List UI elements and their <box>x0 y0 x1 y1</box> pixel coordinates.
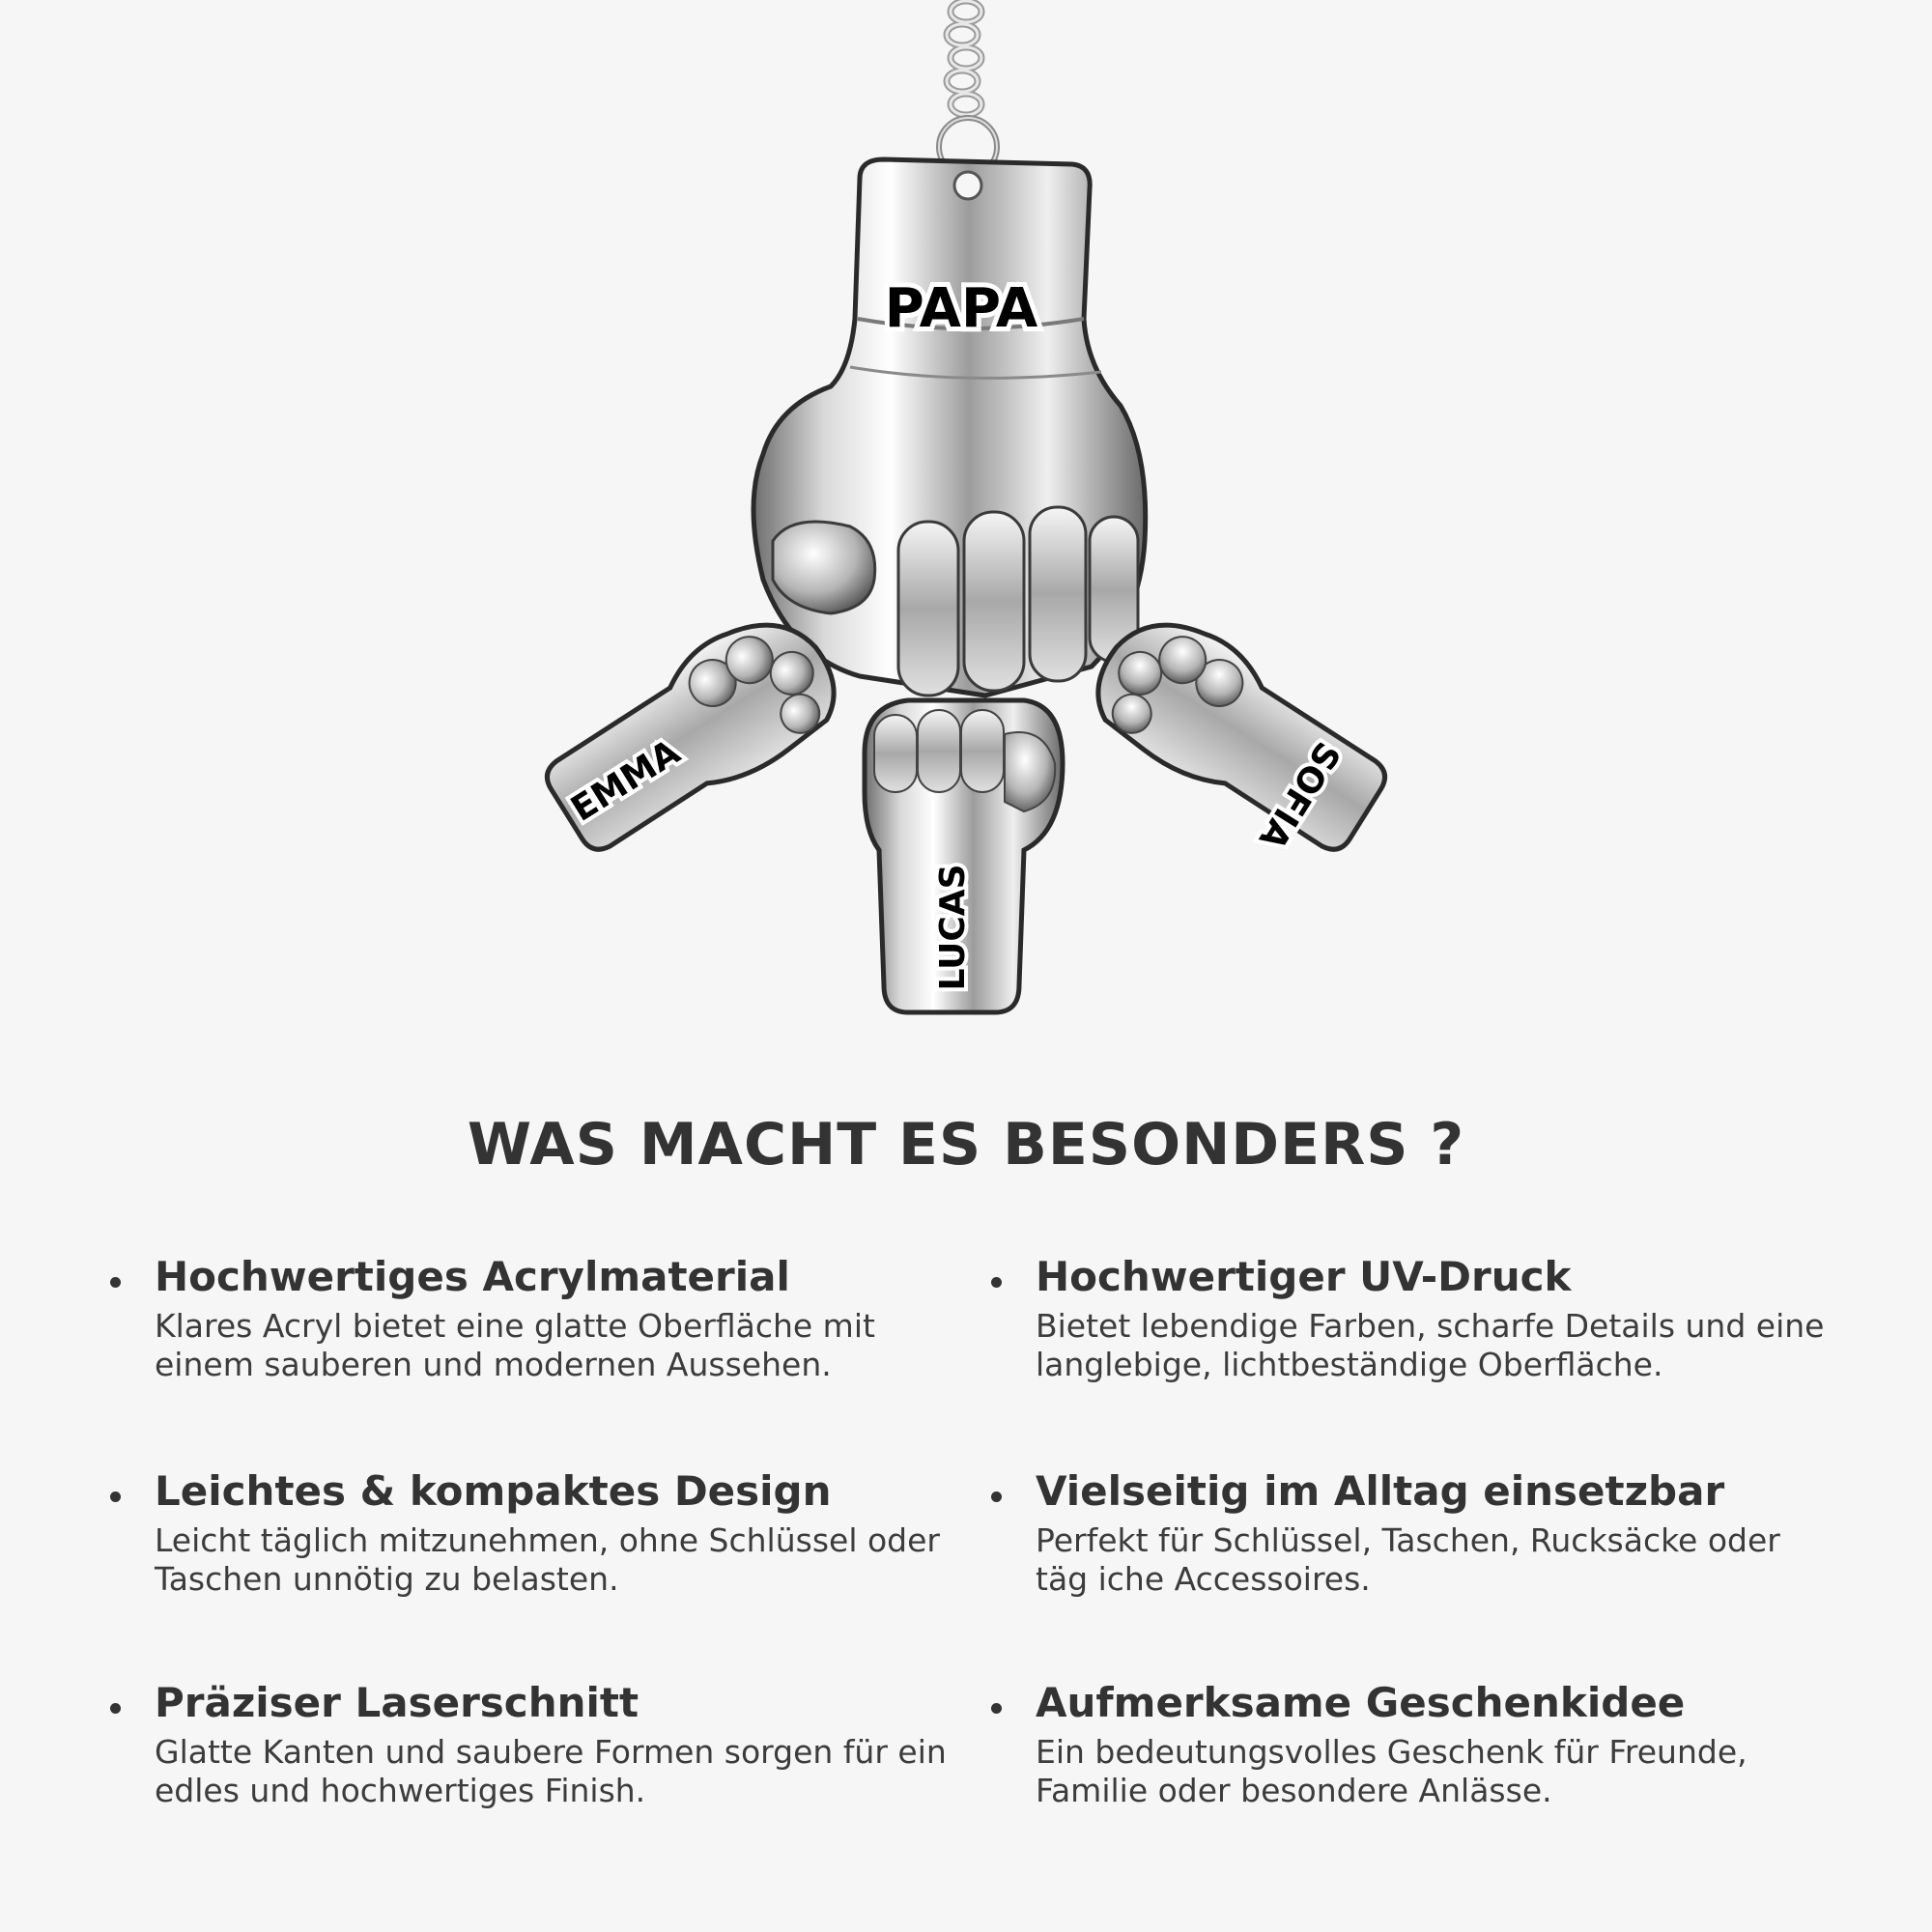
bullet-icon <box>991 1277 1002 1288</box>
feature-item <box>155 1251 947 1384</box>
feature-list <box>0 1251 1932 1869</box>
feature-description: Ein bedeutungsvolles Geschenk für Freunde, Familie oder besondere Anlässe. <box>1036 1733 1747 1809</box>
feature-title: Aufmerksame Geschenkidee <box>1036 1679 1686 1726</box>
feature-title: Hochwertiges Acrylmaterial <box>155 1253 790 1300</box>
child-left-name-label: EMMA <box>564 732 688 830</box>
bullet-icon <box>991 1492 1002 1502</box>
section-heading: WAS MACHT ES BESONDERS ? <box>467 1111 1465 1179</box>
bullet-icon <box>991 1703 1002 1714</box>
bullet-icon <box>110 1492 121 1502</box>
feature-item <box>155 1677 947 1810</box>
feature-item <box>1036 1465 1828 1599</box>
keychain-chain-icon <box>939 1 997 176</box>
feature-item <box>1036 1251 1828 1384</box>
feature-title: Hochwertiger UV-Druck <box>1036 1253 1572 1300</box>
parent-name-label: PAPA <box>884 277 1038 340</box>
bullet-icon <box>110 1277 121 1288</box>
feature-description: Klares Acryl bietet eine glatte Oberfläche mit einem sauberen und modernen Aussehen. <box>155 1307 875 1383</box>
feature-title: Präziser Laserschnitt <box>155 1679 639 1726</box>
feature-description: Leicht täglich mitzunehmen, ohne Schlüssel oder Taschen unnötig zu belasten. <box>155 1521 940 1598</box>
child-right-name-label: SOFIA <box>1250 734 1348 857</box>
bullet-icon <box>110 1703 121 1714</box>
feature-title: Leichtes & kompaktes Design <box>155 1467 832 1515</box>
feature-description: Glatte Kanten und saubere Formen sorgen für ein edles und hochwertiges Finish. <box>155 1733 947 1809</box>
child-fist-left <box>529 595 855 867</box>
child-middle-name-label: LUCAS <box>933 864 973 991</box>
feature-title: Vielseitig im Alltag einsetzbar <box>1036 1467 1725 1515</box>
child-fist-middle <box>865 700 1063 1012</box>
feature-description: Bietet lebendige Farben, scharfe Details und eine langlebige, lichtbeständige Oberfläche. <box>1036 1307 1825 1383</box>
parent-fist <box>753 159 1146 696</box>
feature-description: Perfekt für Schlüssel, Taschen, Rucksäcke oder täg iche Accessoires. <box>1036 1521 1780 1598</box>
feature-item <box>155 1465 947 1599</box>
feature-item <box>1036 1677 1828 1810</box>
